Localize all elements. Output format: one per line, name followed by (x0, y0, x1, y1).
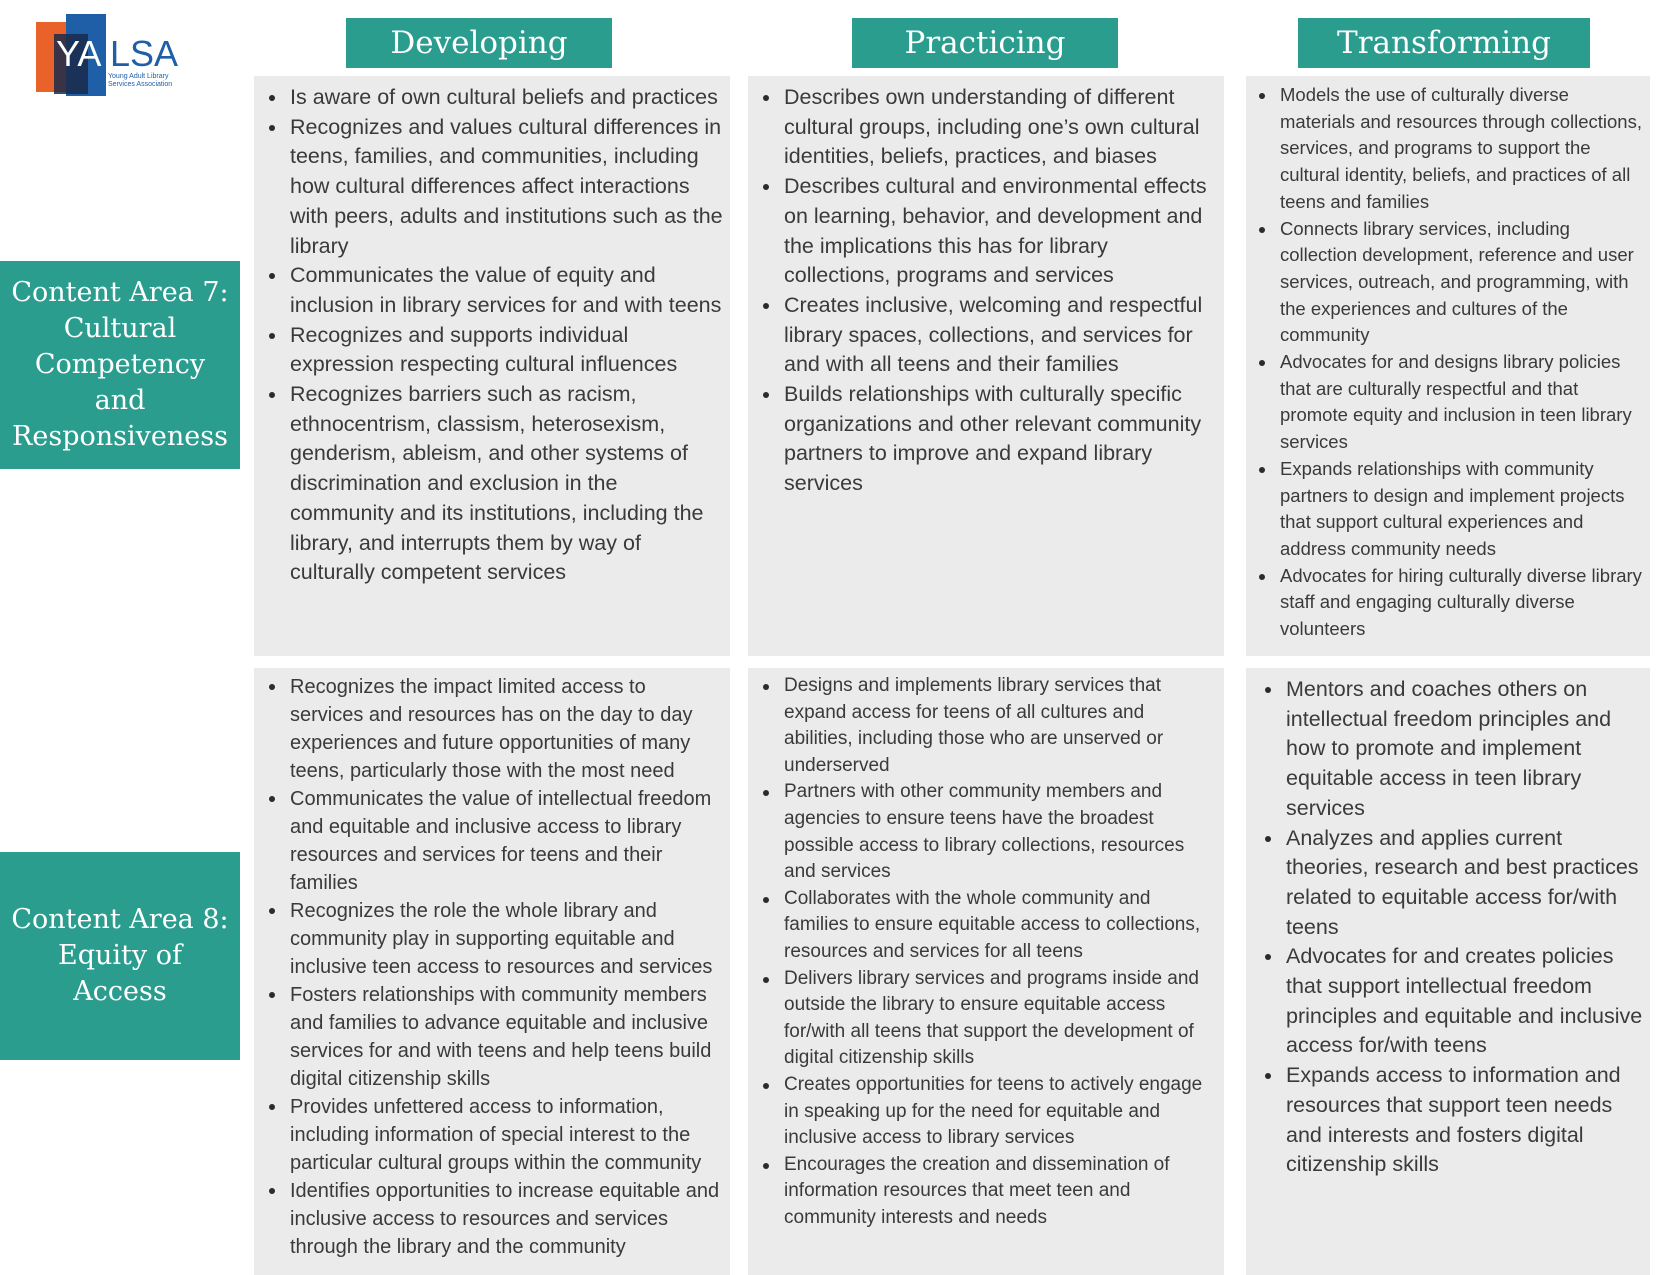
list-item: Recognizes and values cultural differences in teens, families, and communities, including how cultural differences affect interactions with peers, adults and institutions such as the library (260, 113, 724, 262)
cell-ca7-developing (254, 76, 730, 656)
list-item: Expands relationships with community partners to design and implement projects that support cultural experiences and address community needs (1250, 456, 1646, 563)
row-label-line: Cultural (63, 313, 177, 344)
list-item: Mentors and coaches others on intellectual freedom principles and how to promote and implement equitable access in teen library services (1256, 675, 1644, 824)
column-header-practicing: Practicing (852, 18, 1118, 68)
list-item: Builds relationships with culturally specific organizations and other relevant community partners to improve and expand library services (754, 380, 1218, 499)
list-item: Provides unfettered access to information, including information of special interest to the particular cultural groups within the community (260, 1093, 724, 1177)
list-item: Recognizes barriers such as racism, ethnocentrism, classism, heterosexism, genderism, ableism, and other systems of discrimination and exclusion in the community and its institutions, including the library, and interrupts them by way of culturally competent services (260, 380, 724, 588)
yalsa-logo (36, 14, 196, 104)
list-item: Fosters relationships with community members and families to advance equitable and inclusive services for and with teens and help teens build digital citizenship skills (260, 981, 724, 1093)
list-item: Analyzes and applies current theories, research and best practices related to equitable access for/with teens (1256, 824, 1644, 943)
list-item: Expands access to information and resources that support teen needs and interests and fosters digital citizenship skills (1256, 1061, 1644, 1180)
list-item: Collaborates with the whole community and families to ensure equitable access to collections, resources and services for all teens (754, 886, 1218, 966)
list-item: Advocates for and creates policies that support intellectual freedom principles and equitable and inclusive access for/with teens (1256, 942, 1644, 1061)
row-label-content-area-8 (0, 852, 240, 1060)
list-item: Partners with other community members and agencies to ensure teens have the broadest possible access to library collections, resources and services (754, 779, 1218, 885)
list-item: Advocates for and designs library policies that are culturally respectful and that promote equity and inclusion in teen library services (1250, 349, 1646, 456)
list-item: Describes cultural and environmental effects on learning, behavior, and development and the implications this has for library collections, programs and services (754, 172, 1218, 291)
cell-ca7-practicing (748, 76, 1224, 656)
list-item: Recognizes and supports individual expression respecting cultural influences (260, 321, 724, 380)
row-label-line: Competency and (34, 349, 206, 416)
column-header-developing: Developing (346, 18, 612, 68)
logo-wordmark-lsa: LSA (110, 33, 179, 74)
list-item: Creates opportunities for teens to actively engage in speaking up for the need for equitable and inclusive access to library services (754, 1072, 1218, 1152)
list-item: Is aware of own cultural beliefs and practices (260, 83, 724, 113)
row-label-line: Content Area 7: (11, 277, 229, 308)
bullet-list (754, 673, 1218, 1231)
list-item: Identifies opportunities to increase equitable and inclusive access to resources and services through the library and the community (260, 1177, 724, 1261)
logo-subtitle-2: Services Association (108, 81, 173, 88)
list-item: Models the use of culturally diverse materials and resources through collections, services, and programs to support the cultural identity, beliefs, and practices of all teens and families (1250, 82, 1646, 216)
row-label-line: Content Area 8: (11, 904, 229, 935)
bullet-list (754, 83, 1218, 499)
list-item: Encourages the creation and dissemination of information resources that meet teen and community interests and needs (754, 1152, 1218, 1232)
list-item: Connects library services, including collection development, reference and user services, outreach, and programming, with the experiences and cultures of the community (1250, 216, 1646, 350)
column-header-transforming: Transforming (1298, 18, 1590, 68)
row-label-line: Responsiveness (12, 421, 228, 452)
list-item: Designs and implements library services that expand access for teens of all cultures and abilities, including those who are unserved or underserved (754, 673, 1218, 779)
cell-ca7-transforming (1246, 76, 1650, 656)
row-label-line: Equity of Access (58, 940, 182, 1007)
bullet-list (1256, 675, 1644, 1180)
list-item: Creates inclusive, welcoming and respectful library spaces, collections, and services for and with all teens and their families (754, 291, 1218, 380)
list-item: Recognizes the impact limited access to services and resources has on the day to day experiences and future opportunities of many teens, particularly those with the most need (260, 673, 724, 785)
logo-wordmark-ya: YA (56, 33, 102, 74)
bullet-list (260, 83, 724, 588)
logo-subtitle-1: Young Adult Library (108, 73, 169, 80)
cell-ca8-developing (254, 668, 730, 1275)
cell-ca8-transforming (1246, 668, 1650, 1275)
cell-ca8-practicing (748, 668, 1224, 1275)
yalsa-logo-graphic (36, 14, 196, 104)
list-item: Advocates for hiring culturally diverse library staff and engaging culturally diverse volunteers (1250, 563, 1646, 643)
bullet-list (1250, 82, 1646, 643)
bullet-list (260, 673, 724, 1261)
list-item: Describes own understanding of different cultural groups, including one’s own cultural identities, beliefs, practices, and biases (754, 83, 1218, 172)
list-item: Recognizes the role the whole library and community play in supporting equitable and inclusive teen access to resources and services (260, 897, 724, 981)
list-item: Communicates the value of equity and inclusion in library services for and with teens (260, 261, 724, 320)
list-item: Communicates the value of intellectual freedom and equitable and inclusive access to library resources and services for teens and their families (260, 785, 724, 897)
list-item: Delivers library services and programs inside and outside the library to ensure equitable access for/with all teens that support the development of digital citizenship skills (754, 966, 1218, 1072)
row-label-content-area-7 (0, 261, 240, 469)
